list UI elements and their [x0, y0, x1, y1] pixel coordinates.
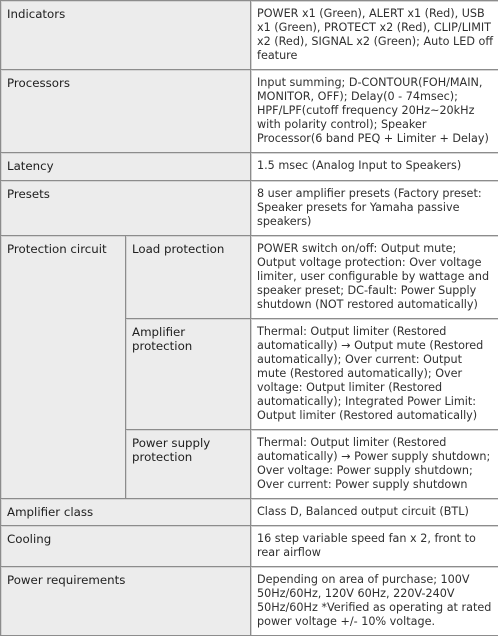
table-row-processors: [1, 70, 498, 153]
row-label: Latency: [1, 153, 251, 181]
row-value: 1.5 msec (Analog Input to Speakers): [251, 153, 498, 181]
table-row-load-protection: [1, 236, 498, 319]
table-row-presets: [1, 181, 498, 236]
row-label-protection-circuit: Protection circuit: [1, 236, 126, 499]
row-value: POWER x1 (Green), ALERT x1 (Red), USB x1 (Green), PROTECT x2 (Red), CLIP/LIMIT x2 (Red), SIGNAL x2 (Green); Auto LED off feature: [251, 1, 498, 70]
row-value: Depending on area of purchase; 100V 50Hz/60Hz, 120V 60Hz, 220V-240V 50Hz/60Hz *Verified as operating at rated power voltage +/- 10% voltage.: [251, 567, 498, 636]
table-row-amplifier-class: [1, 499, 498, 526]
row-value: 16 step variable speed fan x 2, front to rear airflow: [251, 526, 498, 567]
row-value: Thermal: Output limiter (Restored automatically) → Output mute (Restored automatically); Over current: Output mute (Restored automatically); Over voltage: Output limiter (Restored automatically); Integrated Power Limit: Output limiter (Restored automatically): [251, 319, 498, 430]
sub-row-label: Power supply protection: [126, 430, 251, 499]
table-row-power-requirements: [1, 567, 498, 636]
row-label: Processors: [1, 70, 251, 153]
row-label: Power requirements: [1, 567, 251, 636]
row-label: Indicators: [1, 1, 251, 70]
row-value: Input summing; D-CONTOUR(FOH/MAIN, MONITOR, OFF); Delay(0 - 74msec); HPF/LPF(cutoff frequency 20Hz~20kHz with polarity control); Speaker Processor(6 band PEQ + Limiter + Delay): [251, 70, 498, 153]
table-row-latency: [1, 153, 498, 181]
row-label: Amplifier class: [1, 499, 251, 526]
table-row-indicators: [1, 1, 498, 70]
sub-row-label: Load protection: [126, 236, 251, 319]
sub-row-label: Amplifier protection: [126, 319, 251, 430]
row-value: Thermal: Output limiter (Restored automatically) → Power supply shutdown; Over voltage: Power supply shutdown; Over current: Power supply shutdown: [251, 430, 498, 499]
row-label: Presets: [1, 181, 251, 236]
table-row-cooling: [1, 526, 498, 567]
row-value: Class D, Balanced output circuit (BTL): [251, 499, 498, 526]
row-value: 8 user amplifier presets (Factory preset: Speaker presets for Yamaha passive speakers): [251, 181, 498, 236]
row-label: Cooling: [1, 526, 251, 567]
row-value: POWER switch on/off: Output mute; Output voltage protection: Over voltage limiter, user configurable by wattage and speaker preset; DC-fault: Power Supply shutdown (NOT restored automatically): [251, 236, 498, 319]
